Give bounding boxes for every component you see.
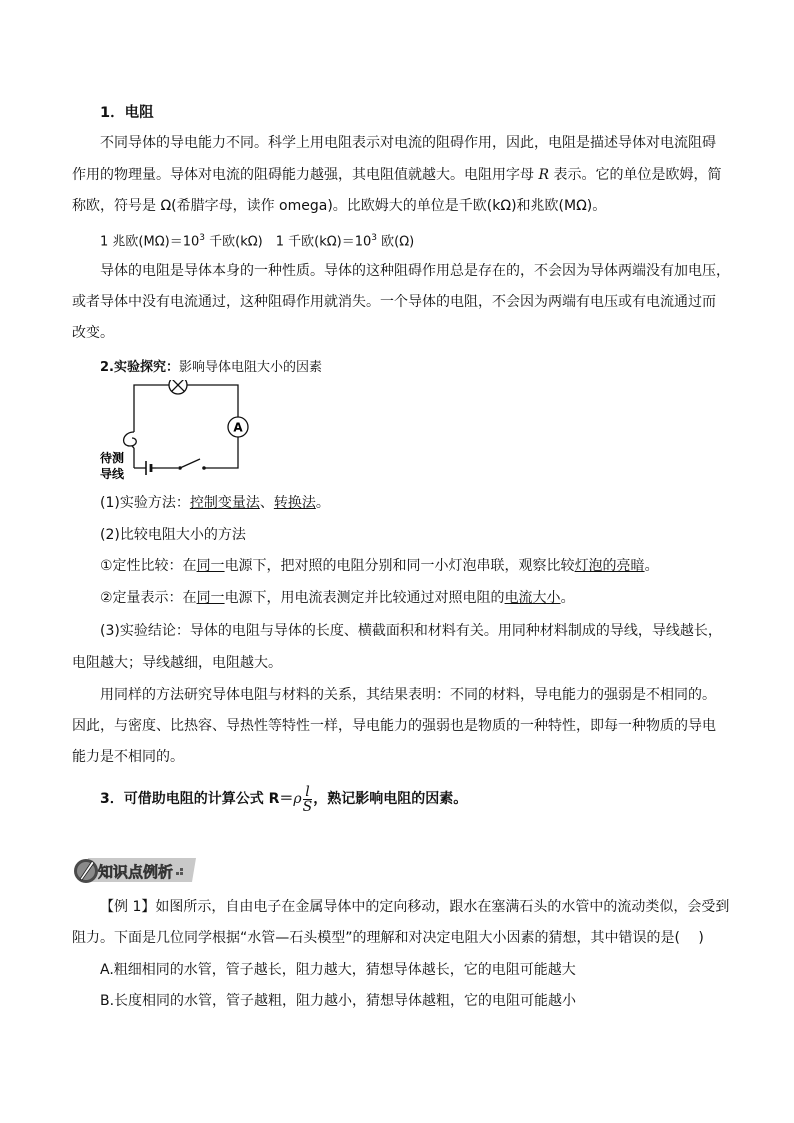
method-1-label: (1)实验方法： [100,495,190,511]
para-2-line-2: 或者导体中没有电流通过，这种阻碍作用就消失。一个导体的电阻，不会因为两端有电压或有电流通过而 [72,294,716,310]
section-1-title: 1．电阻 [100,105,154,121]
q1-brightness: 灯泡的亮暗 [574,558,645,574]
para-2-line-3: 改变。 [72,325,114,341]
example-line-2: 阻力。下面是几位同学根据“水管—石头模型”的理解和对决定电阻大小因素的猜想，其中错误的是( ) [72,930,704,946]
section-2-title-bold: 2.实验探究： [100,360,179,375]
units-c: 欧(Ω) [377,234,415,250]
circuit-diagram [94,380,264,485]
example-line-1: 【例 1】如图所示，自由电子在金属导体中的定向移动，跟水在塞满石头的水管中的流动类似，会受到 [100,899,730,915]
option-b: B.长度相同的水管，管子越粗，阻力越小，猜想导体越粗，它的电阻可能越小 [100,993,577,1009]
lamp-icon [169,380,187,394]
method-2: (2)比较电阻大小的方法 [100,527,246,543]
circuit-label-2: 导线 [100,467,125,481]
q2-current: 电流大小 [504,590,561,606]
section-2-title-rest: 影响导体电阻大小的因素 [178,360,322,375]
q1-a: ①定性比较：在 [100,558,197,574]
formula-prefix: 3．可借助电阻的计算公式 R＝ [100,791,294,807]
summary-line-2: 因此，与密度、比热容、导热性等特性一样，导电能力的强弱也是物质的一种特性，即每一种物质的导电 [72,718,716,734]
para-2-line-1: 导体的电阻是导体本身的一种性质。导体的这种阻碍作用总是存在的，不会因为导体两端没有加电压， [100,263,730,279]
formula-rho: ρ [293,791,302,807]
qualitative-compare [100,556,659,576]
banner-title: 知识点例析 [98,863,174,881]
formula-suffix: ，熟记影响电阻的因素。 [313,791,468,807]
para-1-line-1: 不同导体的导电能力不同。科学上用电阻表示对电流的阻碍作用，因此，电阻是描述导体对电流阻碍 [100,135,716,151]
units-b: 千欧(kΩ) 1 千欧(kΩ)＝10 [204,234,372,250]
knowledge-banner [72,854,196,886]
q2-b: 电源下，用电流表测定并比较通过对照电阻的 [224,590,505,606]
circuit-label-1: 待测 [100,451,125,465]
unit-conversion [100,228,414,252]
para-1-line-2 [72,165,721,185]
q2-same: 同一 [196,590,225,606]
q1-b: 电源下，把对照的电阻分别和同一小灯泡串联，观察比较 [224,558,575,574]
q1-same: 同一 [196,558,225,574]
units-exp-2: 3 [371,233,378,243]
switch-icon [178,459,206,470]
conclusion-line-1: (3)实验结论：导体的电阻与导体的长度、横截面积和材料有关。用同种材料制成的导线，导线越长， [100,623,722,639]
units-a: 1 兆欧(MΩ)＝10 [100,234,200,250]
formula-fraction [303,785,313,814]
q2-a: ②定量表示：在 [100,590,197,606]
method-1-sep: 、 [259,495,274,511]
section-2-title [100,356,322,375]
formula-numerator: l [303,785,313,800]
method-1 [100,493,330,513]
conclusion-line-2: 电阻越大；导线越细，电阻越大。 [72,655,282,671]
q1-c: 。 [644,558,659,574]
para-1-line-2-b: 表示。它的单位是欧姆，简 [549,167,722,183]
section-3-formula [100,782,467,816]
q2-c: 。 [560,590,575,606]
symbol-r: R [538,167,549,183]
method-control-variables: 控制变量法 [189,495,260,511]
option-a: A.粗细相同的水管，管子越长，阻力越大，猜想导体越长，它的电阻可能越大 [100,962,576,978]
method-conversion: 转换法 [273,495,316,511]
battery-icon [146,461,156,475]
para-1-line-2-a: 作用的物理量。导体对电流的阻碍能力越强，其电阻值就越大。电阻用字母 [72,167,539,183]
quantitative-compare [100,588,575,608]
method-1-end: 。 [315,495,330,511]
ammeter-icon [228,417,248,437]
para-1-line-3: 称欧，符号是 Ω(希腊字母，读作 omega)。比欧姆大的单位是千欧(kΩ)和兆欧(MΩ)。 [72,198,607,214]
ammeter-label: A [233,420,243,435]
pen-icon [74,859,98,883]
units-exp-1: 3 [199,233,205,243]
summary-line-3: 能力是不相同的。 [72,749,184,765]
summary-line-1: 用同样的方法研究导体电阻与材料的关系，其结果表明：不同的材料，导电能力的强弱是不相同的。 [100,687,716,703]
test-wire-icon [124,432,137,446]
formula-denominator: S [302,798,313,815]
